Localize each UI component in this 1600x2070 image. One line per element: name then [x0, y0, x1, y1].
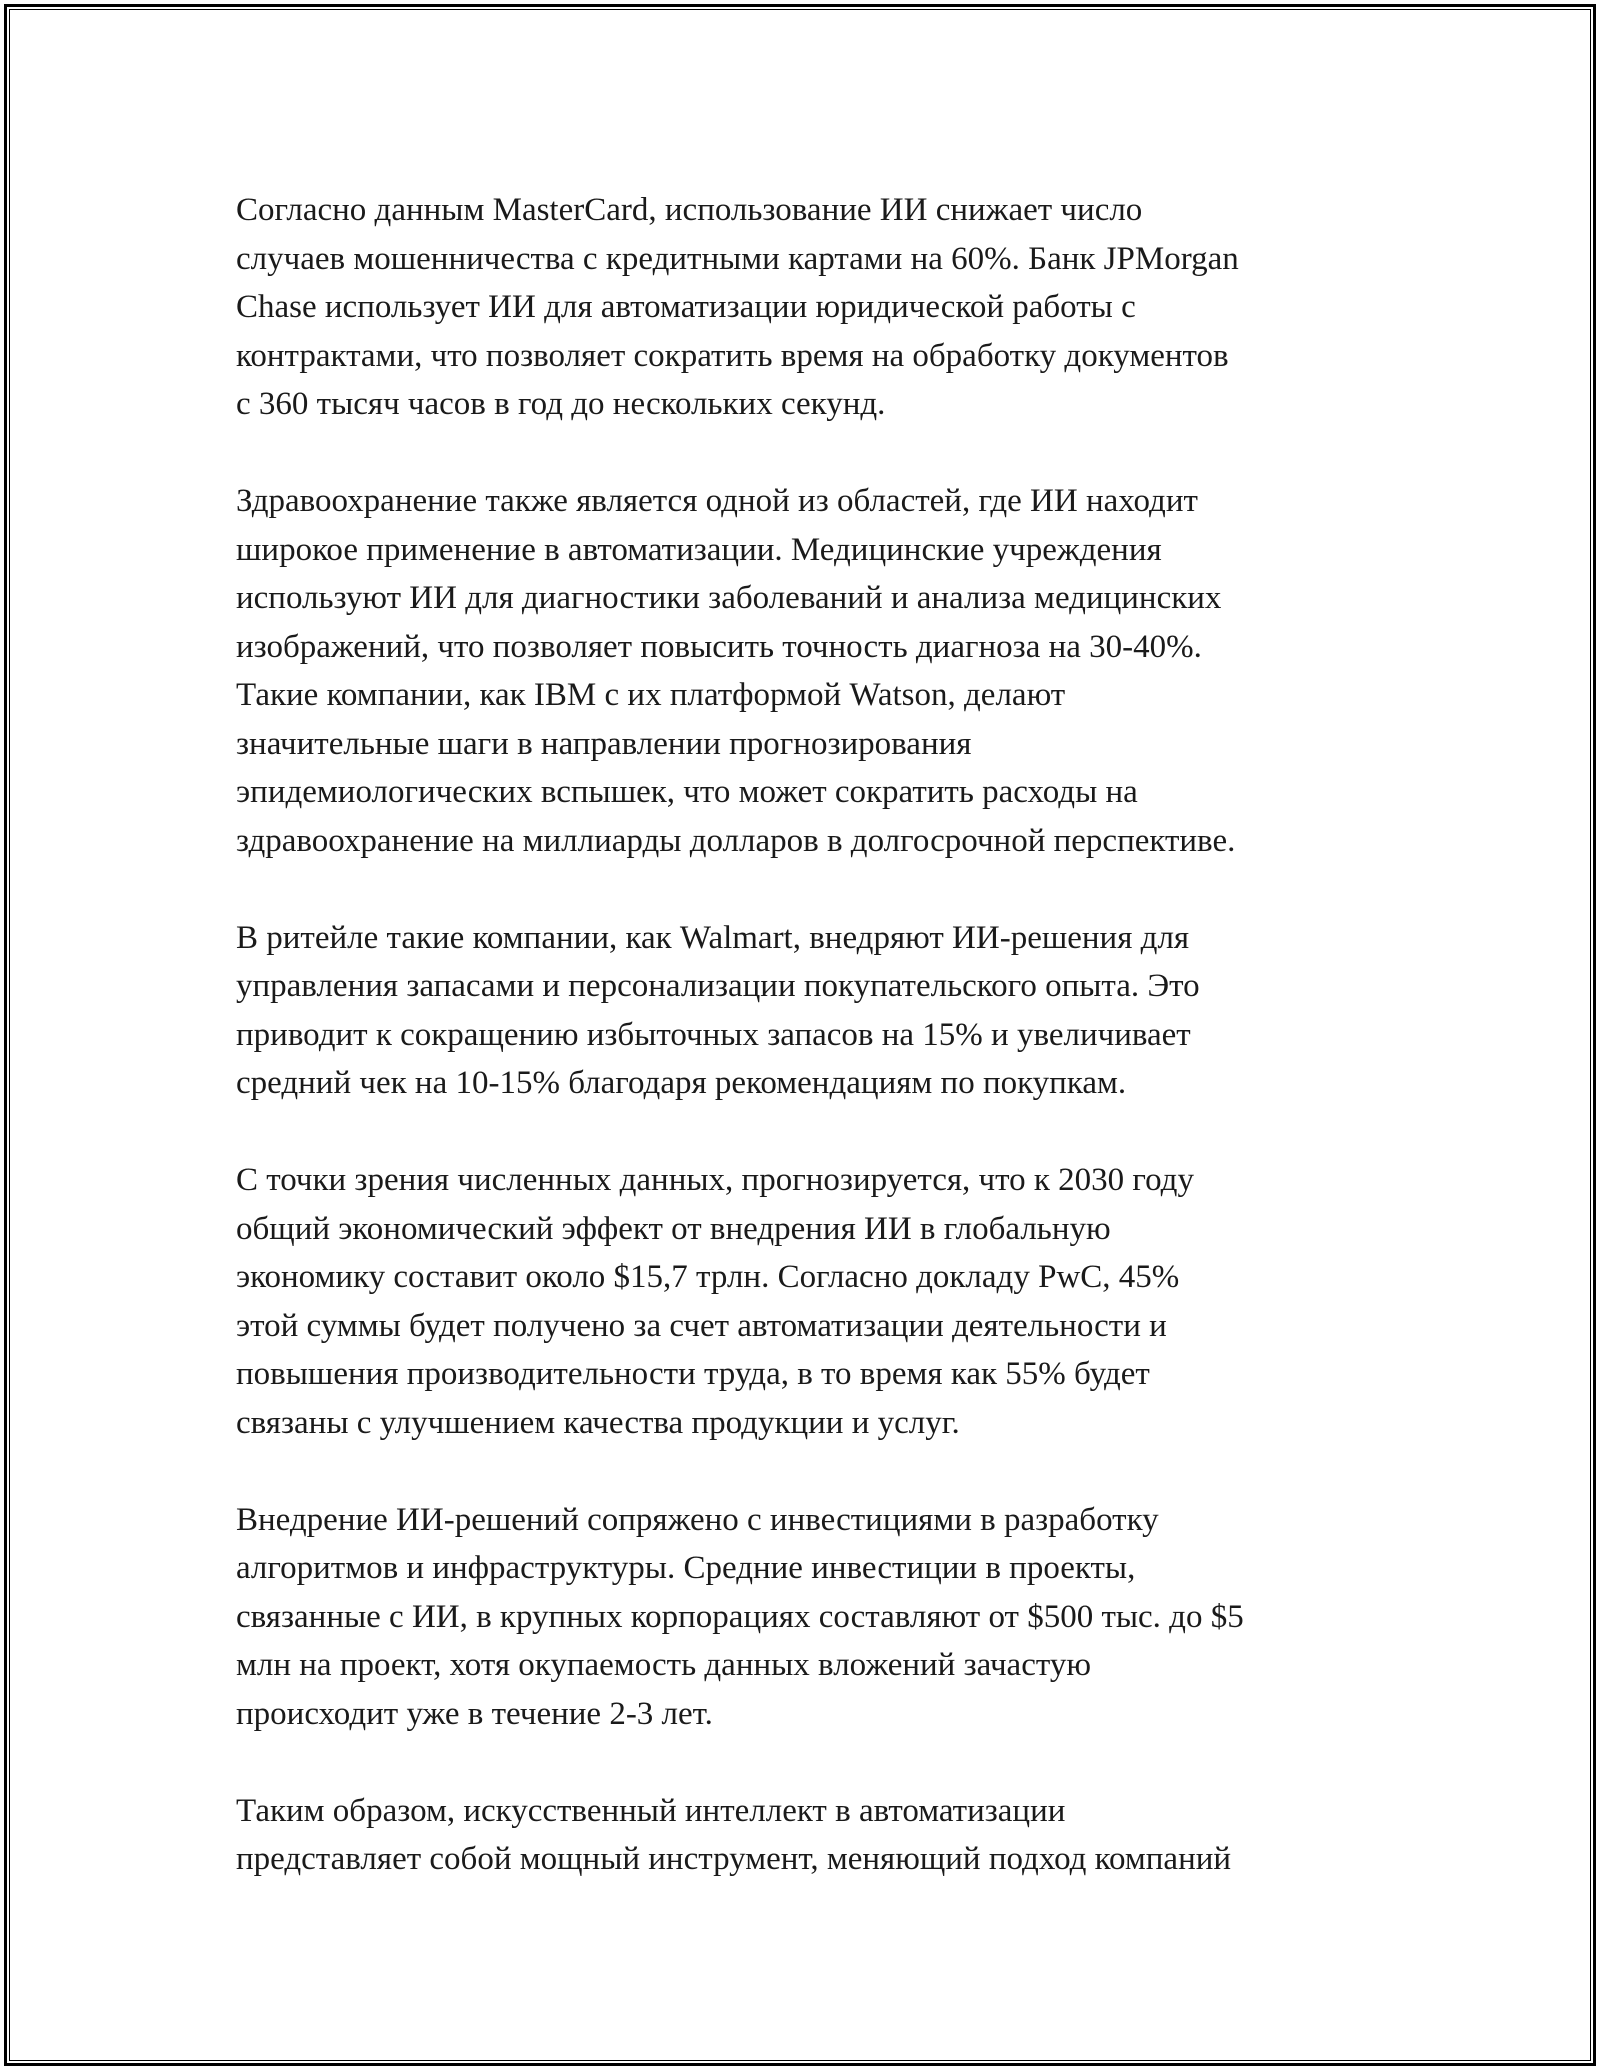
paragraph-retail-walmart: В ритейле такие компании, как Walmart, внедряют ИИ-решения для управления запасами и персонализации покупательского опыта. Это приводит к сокращению избыточных запасов на 15% и увеличивает средний чек на 10-15% благодаря рекомендациям по покупкам.	[236, 919, 1200, 1101]
paragraph-healthcare: Здравоохранение также является одной из областей, где ИИ находит широкое применение в автоматизации. Медицинские учреждения используют ИИ для диагностики заболеваний и анализа медицинских изображений, что позволяет повысить точность диагноза на 30-40%. Такие компании, как IBM с их платформой Watson, делают значительные шаги в направлении прогнозирования эпидемиологических вспышек, что может сократить расходы на здравоохранение на миллиарды долларов в долгосрочной перспективе.	[236, 483, 1236, 859]
paragraph-economic-effect: С точки зрения численных данных, прогнозируется, что к 2030 году общий экономический эффект от внедрения ИИ в глобальную экономику составит около $15,7 трлн. Согласно докладу PwC, 45% этой суммы будет получено за счет автоматизации деятельности и повышения производительности труда, в то время как 55% будет связаны с улучшением качества продукции и услуг.	[236, 1162, 1194, 1441]
paragraph-conclusion: Таким образом, искусственный интеллект в автоматизации представляет собой мощный инструмент, меняющий подход компаний	[236, 1792, 1232, 1877]
paragraph-investments: Внедрение ИИ-решений сопряжено с инвестициями в разработку алгоритмов и инфраструктуры. Средние инвестиции в проекты, связанные с ИИ, в крупных корпорациях составляют от $500 тыс. до $5 млн на проект, хотя окупаемость данных вложений зачастую происходит уже в течение 2-3 лет.	[236, 1501, 1244, 1732]
document-body	[236, 186, 1366, 1932]
paragraph-mastercard-jpmorgan: Согласно данным MasterCard, использование ИИ снижает число случаев мошенничества с кредитными картами на 60%. Банк JPMorgan Chase использует ИИ для автоматизации юридической работы с контрактами, что позволяет сократить время на обработку документов с 360 тысяч часов в год до нескольких секунд.	[236, 192, 1239, 422]
